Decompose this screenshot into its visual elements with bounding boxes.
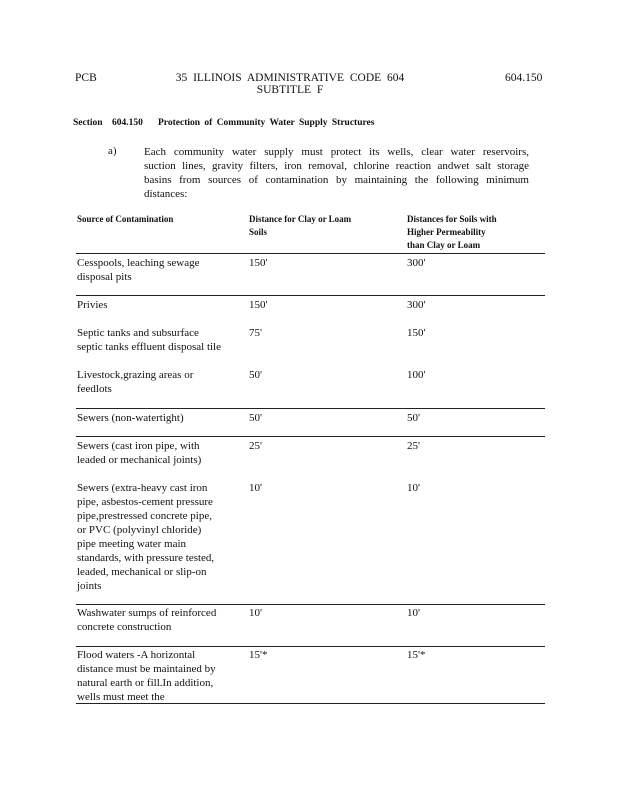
section-title: Protection of Community Water Supply Structures: [158, 118, 375, 128]
table-row-source: [77, 326, 242, 354]
source-line: Cesspools, leaching sewage: [77, 257, 200, 269]
header-clay: [249, 213, 399, 239]
source-line: concrete construction: [77, 621, 172, 633]
table-row-clay: 50': [249, 412, 262, 424]
source-line: leaded or mechanical joints): [77, 454, 202, 466]
table-row-higher: 15'*: [407, 649, 426, 661]
table-row-higher: 50': [407, 412, 420, 424]
source-line: Sewers (cast iron pipe, with: [77, 440, 200, 452]
source-line: septic tanks effluent disposal tile: [77, 341, 221, 353]
table-row-higher: 300': [407, 257, 426, 269]
source-line: joints: [77, 580, 102, 592]
source-line: Flood waters -A horizontal: [77, 649, 196, 661]
table-row-source: [77, 411, 232, 425]
source-line: natural earth or fill.In addition,: [77, 677, 214, 689]
section-number: 604.150: [112, 118, 143, 128]
table-row-source: [77, 439, 232, 467]
header-higher: [407, 213, 547, 252]
source-line: or PVC (polyvinyl chloride): [77, 524, 202, 536]
source-line: standards, with pressure tested,: [77, 552, 215, 564]
paragraph-text: Each community water supply must protect its wells, clear water reservoirs, suction lines, gravity filters, iron removal, chlorine reaction andwet salt storage basins from sources of contamination by maintaining the following minimum distances:: [144, 146, 529, 200]
source-line: leaded, mechanical or slip-on: [77, 566, 207, 578]
table-rule: [76, 253, 545, 254]
source-line: distance must be maintained by: [77, 663, 216, 675]
table-rule: [76, 295, 545, 296]
header-left: PCB: [75, 72, 97, 84]
header-clay-line2: Soils: [249, 227, 268, 237]
source-line: Sewers (non-watertight): [77, 412, 184, 424]
header-higher-line1: Distances for Soils with: [407, 214, 497, 224]
table-row-source: [77, 298, 232, 312]
source-line: Sewers (extra-heavy cast iron: [77, 482, 208, 494]
table-row-higher: 300': [407, 299, 426, 311]
table-row-clay: 150': [249, 299, 268, 311]
table-row-clay: 75': [249, 327, 262, 339]
source-line: pipe meeting water main: [77, 538, 187, 550]
table-row-higher: 10': [407, 482, 420, 494]
table-row-source: [77, 481, 232, 593]
table-row-higher: 100': [407, 369, 426, 381]
table-row-source: [77, 256, 232, 284]
source-line: Washwater sumps of reinforced: [77, 607, 217, 619]
table-row-clay: 10': [249, 482, 262, 494]
table-row-source: [77, 606, 232, 634]
table-rule: [76, 436, 545, 437]
table-row-higher: 25': [407, 440, 420, 452]
table-row-clay: 25': [249, 440, 262, 452]
table-row-source: [77, 368, 232, 396]
source-line: pipe,prestressed concrete pipe,: [77, 510, 212, 522]
source-line: Livestock,grazing areas or: [77, 369, 194, 381]
header-right: 604.150: [505, 72, 543, 84]
table-row-clay: 15'*: [249, 649, 268, 661]
header-higher-line2: Higher Permeability: [407, 227, 486, 237]
table-rule: [76, 604, 545, 605]
table-row-higher: 10': [407, 607, 420, 619]
table-row-higher: 150': [407, 327, 426, 339]
table-row-clay: 50': [249, 369, 262, 381]
source-line: wells must meet the: [77, 691, 165, 703]
source-line: disposal pits: [77, 271, 132, 283]
table-row-source: [77, 648, 232, 704]
source-line: Septic tanks and subsurface: [77, 327, 199, 339]
header-center: [175, 72, 405, 96]
source-line: pipe, asbestos-cement pressure: [77, 496, 213, 508]
header-subtitle: SUBTITLE F: [256, 84, 324, 96]
table-rule: [76, 408, 545, 409]
header-source: Source of Contamination: [77, 214, 174, 224]
header-higher-line3: than Clay or Loam: [407, 240, 481, 250]
header-clay-line1: Distance for Clay or Loam: [249, 214, 352, 224]
source-line: feedlots: [77, 383, 112, 395]
section-label: Section: [73, 118, 103, 128]
table-row-clay: 150': [249, 257, 268, 269]
header-title: 35 ILLINOIS ADMINISTRATIVE CODE 604: [175, 72, 405, 84]
table-rule: [76, 646, 545, 647]
source-line: Privies: [77, 299, 108, 311]
paragraph-label: a): [108, 145, 117, 157]
table-row-clay: 10': [249, 607, 262, 619]
